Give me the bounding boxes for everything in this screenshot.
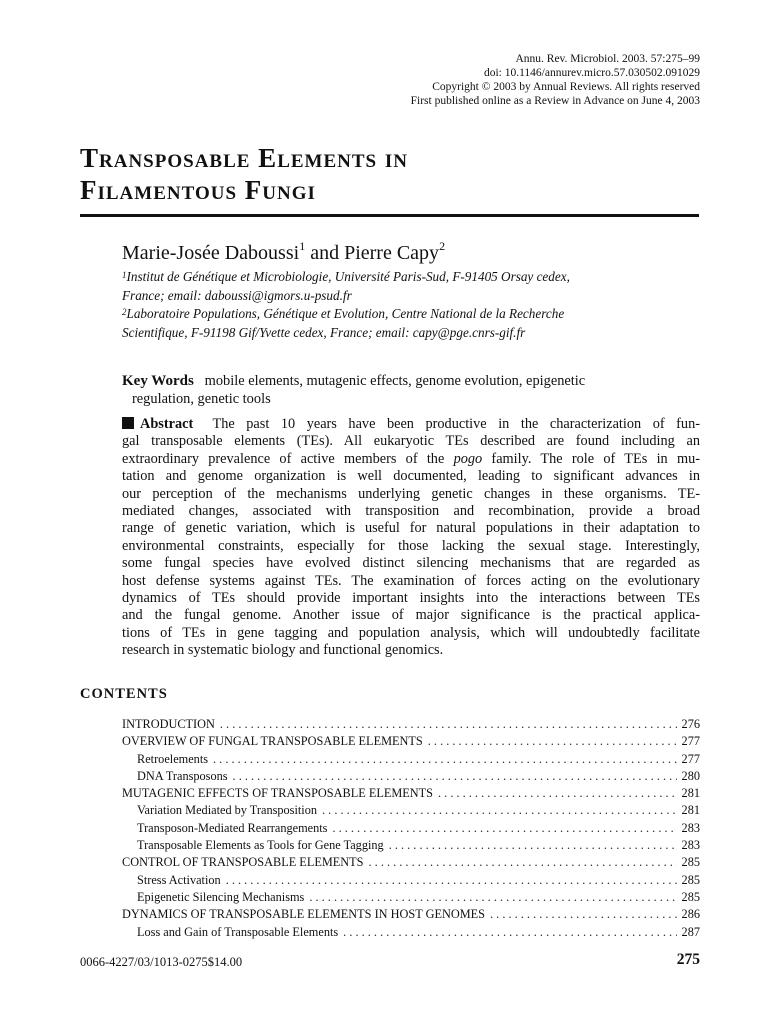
- title-rule: [80, 214, 699, 217]
- author-1: Marie-Josée Daboussi: [122, 242, 300, 264]
- toc-entry-page: 281: [681, 803, 700, 818]
- citation-line: Annu. Rev. Microbiol. 2003. 57:275–99: [515, 53, 700, 65]
- toc-entry-title: Transposon-Mediated Rearrangements: [137, 820, 328, 835]
- toc-entry-page: 285: [681, 855, 700, 870]
- toc-entry-title: Transposable Elements as Tools for Gene Tagging: [137, 838, 384, 853]
- abstract-line: gal transposable elements (TEs). All eukaryotic TEs described are found including an: [122, 433, 700, 450]
- toc-leader-dots: [309, 889, 676, 906]
- toc-entry[interactable]: [122, 854, 700, 871]
- toc-entry[interactable]: [122, 768, 700, 785]
- affiliation-2-line-1: [122, 305, 702, 324]
- toc-entry-page: 277: [681, 734, 700, 749]
- toc-entry-page: 281: [681, 786, 700, 801]
- author-conjunction: and: [305, 242, 345, 264]
- toc-entry-title: OVERVIEW OF FUNGAL TRANSPOSABLE ELEMENTS: [122, 734, 423, 749]
- pogo-term: pogo: [453, 450, 483, 467]
- keywords-line-1: [122, 372, 702, 390]
- author-1-affiliation-mark: 1: [299, 239, 306, 253]
- doi-line: doi: 10.1146/annurev.micro.57.030502.091029: [483, 67, 700, 79]
- toc-leader-dots: [343, 924, 676, 941]
- toc-entry-page: 285: [681, 872, 700, 887]
- article-title: [80, 142, 408, 206]
- journal-info: [411, 52, 700, 108]
- abstract-line: [122, 451, 700, 468]
- square-bullet-icon: [122, 417, 134, 429]
- abstract-line: range of genetic variation, which is useful for natural populations in their adaptation to: [122, 520, 700, 537]
- toc-entry[interactable]: [122, 889, 700, 906]
- toc-entry-page: 277: [681, 751, 700, 766]
- toc-entry-title: CONTROL OF TRANSPOSABLE ELEMENTS: [122, 855, 364, 870]
- abstract-line: dynamics of TEs should provide important insights into the interactions between TEs: [122, 590, 700, 607]
- toc-leader-dots: [389, 837, 677, 854]
- toc-entry-page: 285: [681, 889, 700, 904]
- toc-leader-dots: [213, 751, 677, 768]
- affiliations: [122, 268, 702, 342]
- toc-entry-title: Retroelements: [137, 751, 209, 766]
- abstract-line: environmental constraints, especially for those lacking the sexual stage. Interestingly,: [122, 537, 700, 554]
- toc-entry[interactable]: [122, 785, 700, 802]
- toc-leader-dots: [226, 872, 677, 889]
- abstract-text: family. The role of TEs in mu-: [482, 450, 700, 467]
- abstract-line: tions of TEs in gene tagging and population analysis, which will undoubtedly facilitate: [122, 624, 700, 641]
- toc-entry[interactable]: [122, 751, 700, 768]
- contents-heading: CONTENTS: [80, 686, 168, 702]
- title-line-1: Transposable Elements in: [80, 143, 408, 173]
- published-line: First published online as a Review in Advance on June 4, 2003: [410, 95, 700, 107]
- keywords-line-2: regulation, genetic tools: [132, 391, 271, 407]
- abstract-line: host defense systems against TEs. The examination of forces acting on the evolutionary: [122, 572, 700, 589]
- toc-leader-dots: [220, 716, 677, 733]
- abstract-text: The past 10 years have been productive in the characterization of fun-: [212, 416, 700, 432]
- copyright-line: Copyright © 2003 by Annual Reviews. All rights reserved: [432, 81, 700, 93]
- affiliation-1-line-1: [122, 268, 702, 287]
- toc-entry[interactable]: [122, 802, 700, 819]
- abstract-line: [122, 416, 700, 433]
- toc-entry-page: 283: [681, 838, 700, 853]
- abstract-label: Abstract: [140, 416, 194, 432]
- page-number: 275: [676, 951, 700, 968]
- author-2: Pierre Capy: [344, 242, 440, 264]
- toc-entry[interactable]: [122, 837, 700, 854]
- toc-entry-page: 283: [681, 820, 700, 835]
- toc-entry-title: DNA Transposons: [137, 768, 228, 783]
- toc-entry-title: Stress Activation: [137, 872, 221, 887]
- abstract-line: our perception of the mechanisms underlying genetic changes in these organisms. TE-: [122, 485, 700, 502]
- toc-leader-dots: [428, 733, 677, 750]
- toc-leader-dots: [369, 854, 677, 871]
- toc-entry[interactable]: [122, 872, 700, 889]
- toc-entry[interactable]: [122, 906, 700, 923]
- abstract-line: some fungal species have evolved distinct silencing mechanisms that are regarded as: [122, 555, 700, 572]
- toc-leader-dots: [332, 820, 676, 837]
- abstract: [122, 416, 700, 660]
- toc-entry[interactable]: [122, 820, 700, 837]
- title-line-2: Filamentous Fungi: [80, 175, 316, 205]
- abstract-text: extraordinary prevalence of active members of the: [122, 450, 454, 467]
- keywords-text-1: mobile elements, mutagenic effects, genome evolution, epigenetic: [204, 373, 586, 389]
- toc-leader-dots: [233, 768, 677, 785]
- affiliation-1-text: Institut de Génétique et Microbiologie, Université Paris-Sud, F-91405 Orsay cedex,: [126, 269, 570, 284]
- toc-entry-page: 287: [681, 924, 700, 939]
- toc-leader-dots: [438, 785, 677, 802]
- toc-entry-title: Epigenetic Silencing Mechanisms: [137, 889, 305, 904]
- abstract-line: research in systematic biology and functional genomics.: [122, 642, 444, 659]
- keywords: [122, 372, 702, 408]
- keywords-label: Key Words: [122, 373, 194, 389]
- affiliation-2-text: Laboratoire Populations, Génétique et Evolution, Centre National de la Recherche: [126, 306, 565, 321]
- toc-leader-dots: [490, 906, 677, 923]
- toc-entry-title: INTRODUCTION: [122, 717, 215, 731]
- toc-entry[interactable]: [122, 716, 700, 733]
- toc-entry[interactable]: [122, 733, 700, 750]
- affiliation-2-line-2: Scientifique, F-91198 Gif/Yvette cedex, France; email: capy@pge.cnrs-gif.fr: [122, 324, 526, 340]
- toc-entry-title: Variation Mediated by Transposition: [137, 803, 318, 818]
- footer-code: 0066-4227/03/1013-0275$14.00: [80, 955, 243, 969]
- toc-entry-title: DYNAMICS OF TRANSPOSABLE ELEMENTS IN HOST GENOMES: [122, 907, 486, 922]
- affiliation-2-mark: 2: [122, 307, 127, 317]
- toc-entry-page: 280: [681, 768, 700, 783]
- author-line: [122, 239, 446, 265]
- toc-entry-page: 286: [681, 907, 700, 922]
- affiliation-1-line-2: France; email: daboussi@igmors.u-psud.fr: [122, 287, 352, 303]
- author-2-affiliation-mark: 2: [439, 239, 446, 253]
- abstract-line: tation and genome organization is well documented, leading to significant advances in: [122, 468, 700, 485]
- toc-entry-title: MUTAGENIC EFFECTS OF TRANSPOSABLE ELEMENTS: [122, 786, 434, 801]
- table-of-contents: [122, 716, 700, 941]
- abstract-line: mediated changes, associated with transposition and recombination, provide a broad: [122, 503, 700, 520]
- toc-entry-page: 276: [681, 717, 700, 731]
- toc-leader-dots: [322, 802, 677, 819]
- toc-entry[interactable]: [122, 924, 700, 941]
- toc-entry-title: Loss and Gain of Transposable Elements: [137, 924, 339, 939]
- affiliation-1-mark: 1: [122, 270, 127, 280]
- abstract-line: and the fungal genome. Another issue of major significance is the practical applica-: [122, 607, 700, 624]
